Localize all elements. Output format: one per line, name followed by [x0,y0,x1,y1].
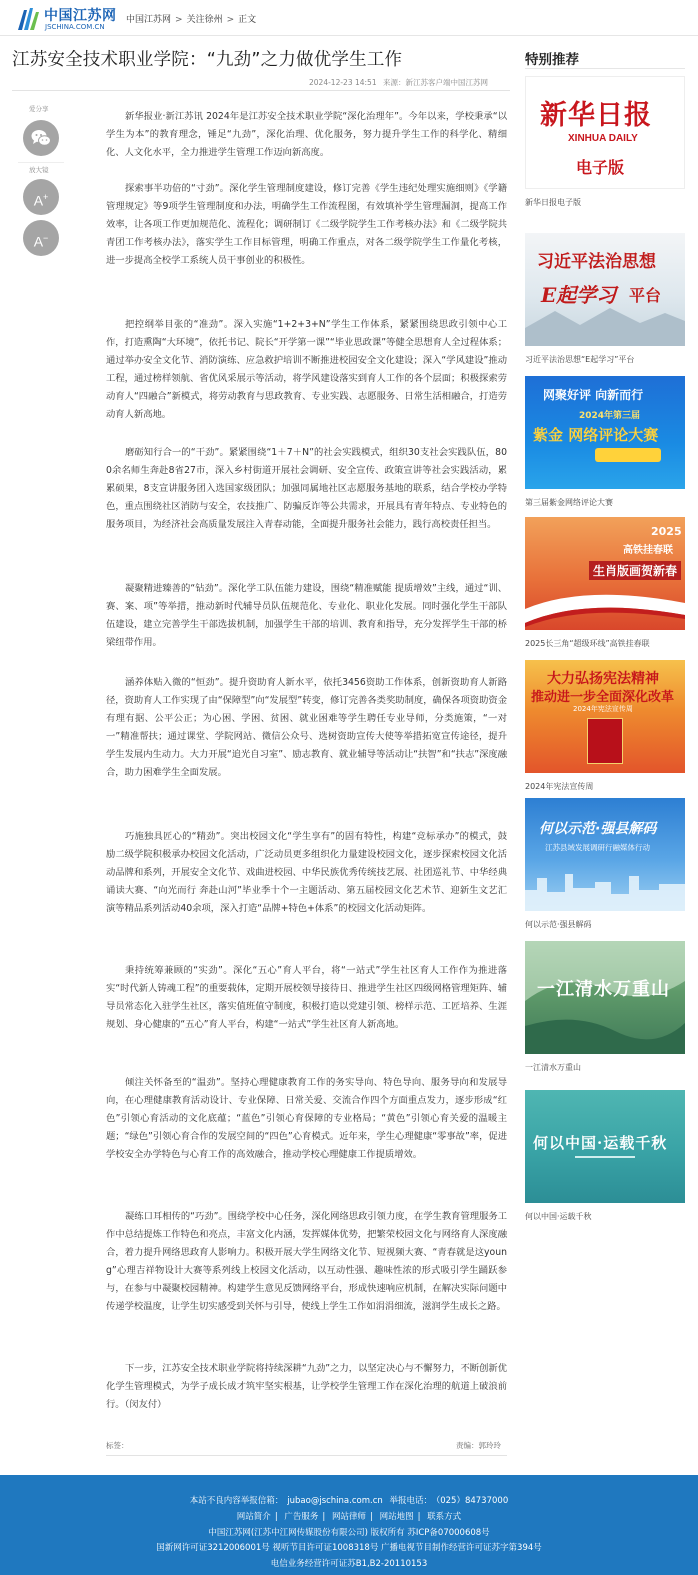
thumb-sub-text: XINHUA DAILY [568,133,638,144]
card-caption[interactable]: 新华日报电子版 [525,198,581,207]
breadcrumb-sep: > [175,15,183,25]
article-paragraph: 下一步，江苏安全技术职业学院将持续深耕“九劲”之力，以坚定决心与不懈努力，不断创新优化学生管理模式，为学子成长成才筑牢坚实根基，让学校学生管理工作在深化治理的航道上破浪前行。（闵友付） [106,1363,507,1410]
footer-license: 国新网许可证3212006001号 视听节目许可证1008318号 广播电视节目制作经营许可证苏字第394号 [156,1543,542,1553]
article-paragraph: 新华报业·新江苏讯 2024年是江苏安全技术职业学院“深化治理年”。今年以来，学校秉承“以学生为本”的教育理念，锤足“九劲”，深化治理、优化服务，努力提升学生工作的科学化、精细化、人文化水平，全力推进学生管理工作迈向新高度。 [106,111,507,158]
breadcrumb [126,12,256,25]
breadcrumb-sep: > [226,15,235,25]
footer-telecom: 电信业务经营许可证苏B1,B2-20110153 [270,1559,428,1569]
article-paragraph: 涵养体贴入微的“恒劲”。提升资助育人新水平，依托3456资助工作体系，创新资助育人新路径，资助育人工作实现了由“保障型”向“发展型”转变，修订完善各类奖助制度，确保各项资助资金有理有据、公平公正；为心困、学困、贫困、就业困难等学生聘任专业导师，分类施策，“一对一”精准帮扶；通过课堂、学院网站、微信公众号、选树资助宣传大使等举措拓宽宣传途径，提升学生发展内生动力。大力开展“追光自习室”、励志教育、就业辅导等活动让“扶智”和“扶志”深度融合，助力困难学生全面发展。 [106,677,507,778]
card-caption[interactable]: 习近平法治思想“E起学习”平台 [525,355,635,364]
thumb-main-text: 大力弘扬宪法精神 [547,671,659,687]
sidebar-divider [525,68,685,69]
breadcrumb-current: 正文 [238,15,257,25]
thumb-main-text: 何以示范·强县解码 [539,821,657,837]
article-end-divider [106,1455,507,1456]
card-caption[interactable]: 何以示范·强县解码 [525,920,592,929]
logo-name: 中国江苏网 [44,8,117,24]
thumb-sub-text: 2024年第三届 [579,411,641,421]
article-paragraph: 凝练口耳相传的“巧劲”。围绕学校中心任务，深化网络思政引领力度，在学生教育管理服务工作中总结提炼工作特色和亮点，丰富文化内涵，发挥媒体优势，把繁荣校园文化与网络育人深度融合，着力提升网络思政育人影响力。积极开展大学生网络文化节、短视频大赛、“青春就是这young”心理吉祥物设计大赛等系列线上校园文化活动，以互动性强、趣味性浓的形式吸引学生踊跃参与，在参与中凝聚校园精神。构建学生意见反馈网络平台，形成快速响应机制，在解决实际问题中传递学校温度，让学生切实感受到关怀与引导，使线上学生工作如涓涓细流，滋润学生成长之路。 [106,1211,507,1312]
thumb-extra-text: 电子版 [576,158,625,177]
thumb-sub-text: E起学习 [541,283,617,307]
county-thumbnail[interactable] [525,798,685,911]
share-label: 爱分享 [29,105,49,113]
report-label: 本站不良内容举报信箱： [189,1496,284,1506]
report-tel-label: 举报电话： [389,1496,432,1506]
logo-mark-icon [14,4,42,32]
footer-report-line [0,1494,698,1506]
sidebar-title: 特别推荐 [525,52,579,68]
article-title: 江苏安全技术职业学院：“九劲”之力做优学生工作 [12,50,403,70]
law-study-thumbnail[interactable] [525,233,685,346]
site-footer [0,1475,698,1575]
card-caption[interactable]: 2024年宪法宣传周 [525,782,594,791]
footer-link-ads[interactable]: 广告服务 [284,1512,319,1522]
title-divider [12,90,510,91]
skyline-graphic [525,868,685,911]
thumb-sub-text: 高铁挂春联 [623,545,673,556]
card-caption[interactable]: 何以中国·运载千秋 [525,1212,592,1221]
train-graphic [525,579,685,630]
thumb-badge [595,448,661,462]
thumb-main-text: 何以中国·运载千秋 [533,1134,668,1152]
site-logo[interactable] [14,3,117,33]
wechat-share-button[interactable] [23,120,59,156]
font-decrease-icon: A [33,233,44,250]
footer-link-lawyer[interactable]: 网站律师 [331,1512,366,1522]
font-decrease-button[interactable] [23,220,59,256]
footer-link-sep: | [274,1512,278,1522]
thumb-extra-text: 生肖版画贺新春 [589,561,681,580]
footer-link-about[interactable]: 网站简介 [236,1512,271,1522]
article-tags: 标签： [106,1441,129,1450]
article-meta [309,77,492,88]
mountain-graphic [525,303,685,346]
thumb-extra-text: 2024年宪法宣传周 [573,705,633,713]
newspaper-thumbnail[interactable] [525,76,685,189]
breadcrumb-home[interactable]: 中国江苏网 [126,15,172,25]
thumb-main-text: 一江清水万重山 [537,979,670,1000]
thumb-sub-text: 推动进一步全面深化改革 [531,690,675,705]
tools-divider [18,162,64,163]
thumb-main-text: 习近平法治思想 [537,252,656,272]
footer-link-sep: | [417,1512,421,1522]
report-email[interactable]: jubao@jschina.com.cn [287,1496,383,1506]
article-paragraph: 探索事半功倍的“寸劲”。深化学生管理制度建设，修订完善《学生违纪处理实施细则》《学籍管理规定》等9项学生管理制度和办法，明确学生工作流程图，有效填补学生管理漏洞，提高工作效率，让各项工作更加规范化、流程化；调研制订《二级学院学生工作考核办法》和《二级学院共青团工作考核办法》，落实学生工作目标管理，明确工作重点，对各二级学院学生工作量化考核，进一步提高全校学工系统人员干事创业的积极性。 [106,183,507,266]
article-paragraph: 秉持统筹兼顾的“实劲”。深化“五心”育人平台，将“一站式”学生社区育人工作作为推进落实“时代新人铸魂工程”的重要载体，定期开展校领导接待日、推进学生社区四级网格管理矩阵、辅导员常态化入驻学生社区，落实值班值守制度，积极打造以党建引领、榜样示范、工匠培养、生涯规划、身心健康的“五心”育人平台，构建“一站式”学生社区育人新高地。 [106,965,507,1030]
breadcrumb-channel[interactable]: 关注徐州 [186,15,223,25]
thumb-main-text: 2025 [651,525,682,538]
logo-url: JSCHINA.COM.CN [45,23,105,31]
constitution-thumbnail[interactable] [525,660,685,773]
contest-thumbnail[interactable] [525,376,685,489]
footer-link-sitemap[interactable]: 网站地图 [379,1512,414,1522]
article-paragraph: 把控纲举目张的“准劲”。深入实施“1+2+3+N”学生工作体系，紧紧围绕思政引领中心工作，打造熏陶“大环境”，依托书记、院长“开学第一课”“毕业思政课”等健全思想育人全过程体系；通过举办安全文化节、消防演练、应急救护培训不断推进校园安全文化建设；深入“学风建设”推动工程，通过榜样领航、省优风采展示等活动，将学风建设落实到育人工作的各个层面；积极探索劳动育人“四融合”新模式，将劳动教育与思政教育、专业实践、志愿服务、日常生活相融合，打造劳动育人新高地。 [106,319,507,420]
minus-icon: − [43,233,49,243]
card-caption[interactable]: 2025长三角“超级环线”高铁挂春联 [525,639,650,648]
plus-icon: + [43,192,49,202]
thumb-main-text: 网聚好评 向新而行 [543,388,644,402]
constitution-book-graphic [587,718,623,764]
river-thumbnail[interactable] [525,941,685,1054]
wechat-icon [30,127,52,149]
article-paragraph: 凝聚精进臻善的“钻劲”。深化学工队伍能力建设，围绕“精准赋能 提质增效”主线，通过“训、赛、案、项”等举措，推动新时代辅导员队伍规范化、专业化、职业化发展。同时强化学生干部队伍建设，建立完善学生干部选拔机制，加强学生干部的培训、教育和指导，充分发挥学生干部的桥梁纽带作用。 [106,583,507,648]
thumb-extra-text: 紫金 网络评论大赛 [533,426,659,444]
font-increase-icon: A [33,192,44,209]
footer-link-sep: | [322,1512,326,1522]
canal-subline [575,1156,635,1158]
article-editor: 责编：郭玲玲 [456,1441,501,1450]
thumb-sub-text: 江苏县域发展调研行融媒体行动 [545,843,650,852]
footer-copyright: 中国江苏网(江苏中江网传媒股份有限公司) 版权所有 苏ICP备07000608号 [208,1528,490,1538]
train-thumbnail[interactable] [525,517,685,630]
canal-thumbnail[interactable] [525,1090,685,1203]
article-datetime: 2024-12-23 14:51 [309,78,377,87]
article-source: 来源：新江苏客户端中国江苏网 [382,78,488,87]
footer-link-contact[interactable]: 联系方式 [427,1512,462,1522]
article-paragraph: 巧施独具匠心的“精劲”。突出校园文化“学生享有”的固有特性，构建“竞标承办”的模式，鼓励二级学院积极承办校园文化活动，广泛动员更多组织化力量建设校园文化，逐步探索校园文化活动品牌和系列，开展安全文化节、戏曲进校园、中华民族优秀传统技艺展、社团巡礼节、中华经典诵读大赛、“向光而行 奔赴山河”毕业季十个一主题活动、第五届校园文化艺术节、迎新生文艺汇演等精品系列活动40余项，深入打造“品牌+特色+体系”的校园文化活动矩阵。 [106,831,507,914]
top-bar [0,0,698,36]
footer-link-sep: | [370,1512,373,1522]
thumb-extra-text: 平台 [629,286,662,305]
footer-links [0,1510,698,1522]
article-paragraph: 磨砺知行合一的“干劲”。紧紧围绕“1＋7＋N”的社会实践模式，组织30支社会实践队伍，800余名师生奔赴8省27市，深入乡村街道开展社会调研、安全宣传、政策宣讲等社会实践活动，累累硕果，8支宣讲服务团入选国家级团队；加强同属地社区志愿服务基地的联系，结合学校办学特色，重点围绕社区消防与安全，农技推广、防骗反诈等公共需求，开展具有青年特点、专业特色的服务项目，为经济社会高质量发展注入青春动能，全面提升服务社会能力，践行高校责任担当。 [106,447,507,530]
font-increase-button[interactable] [23,179,59,215]
card-caption[interactable]: 一江清水万重山 [525,1063,581,1072]
article-paragraph: 倾注关怀备至的“温劲”。坚持心理健康教育工作的务实导向、特色导向、服务导向和发展导向，在心理健康教育活动设计、专业保障、日常关爱、交流合作四个方面重点发力，逐步形成“红色”引领心育活动的文化底蕴；“蓝色”引领心育保障的专业格局；“黄色”引领心育关爱的温暖主题；“绿色”引领心育合作的发展空间的“四色”心育模式。近年来，学生心理健康“零事故”率，促进学校安全办学特色与心育工作的高效融合，推动学校心理健康工作提质增效。 [106,1077,507,1160]
report-tel: （025）84737000 [435,1496,509,1506]
zoom-label: 放大镜 [29,166,49,174]
thumb-main-text: 新华日报 [540,100,652,131]
card-caption[interactable]: 第三届紫金网络评论大赛 [525,498,613,507]
